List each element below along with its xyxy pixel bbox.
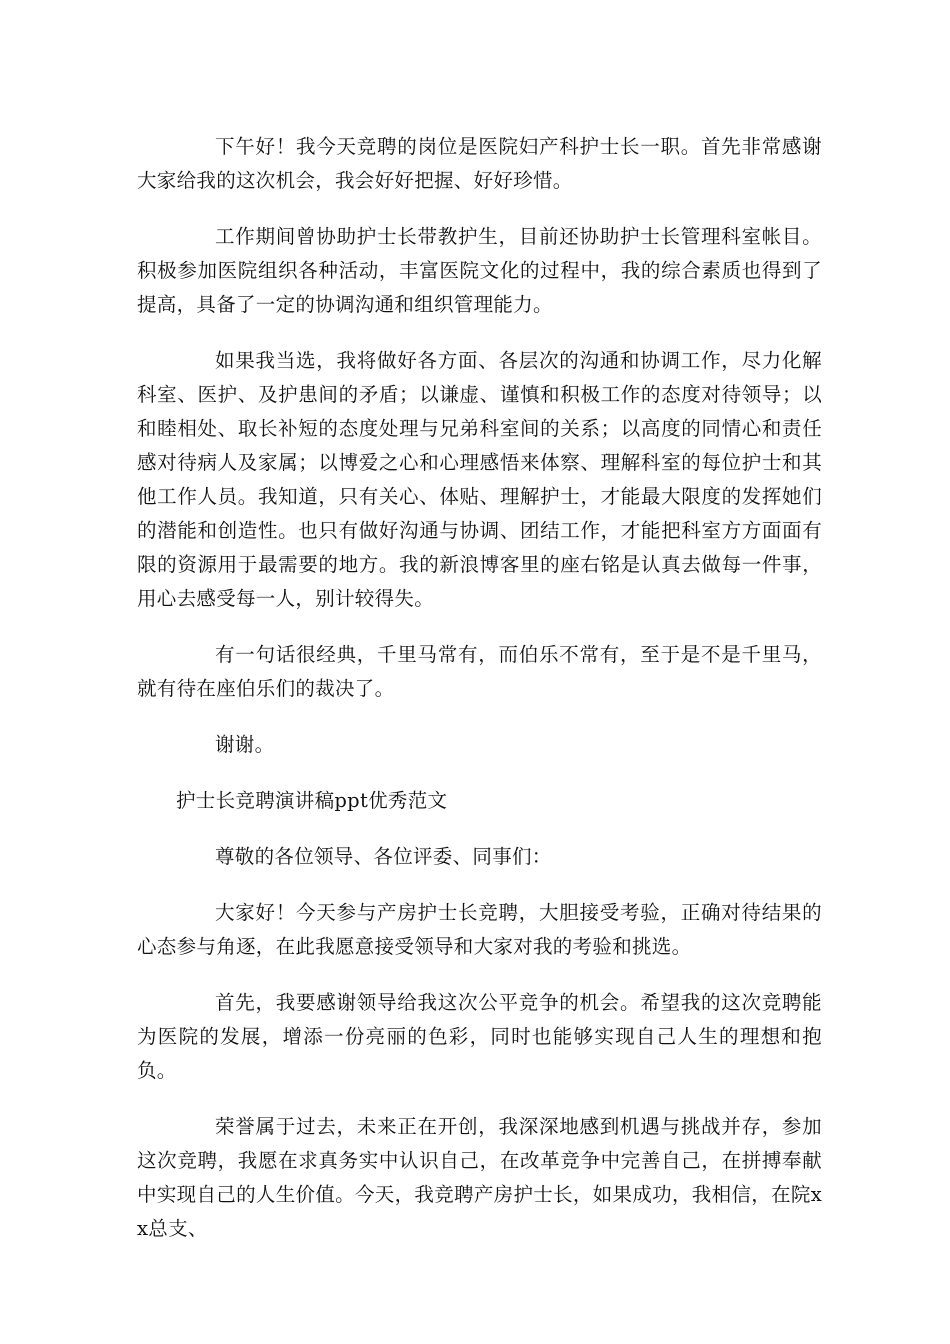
paragraph-thanks: 谢谢。 bbox=[215, 733, 275, 756]
paragraph-salutation: 尊敬的各位领导、各位评委、同事们： bbox=[215, 845, 552, 868]
section-heading: 护士长竞聘演讲稿ppt优秀范文 bbox=[176, 789, 448, 812]
document-body bbox=[137, 130, 822, 1268]
paragraph-work-experience: 工作期间曾协助护士长带教护生，目前还协助护士长管理科室帐目。积极参加医院组织各种活动，丰富医院文化的过程中，我的综合素质也得到了提高，具备了一定的协调沟通和组织管理能力。 bbox=[137, 225, 822, 316]
paragraph-plans: 如果我当选，我将做好各方面、各层次的沟通和协调工作，尽力化解科室、医护、及护患间的矛盾；以谦虚、谨慎和积极工作的态度对待领导；以和睦相处、取长补短的态度处理与兄弟科室间的关系；以高度的同情心和责任感对待病人及家属；以博爱之心和心理感悟来体察、理解科室的每位护士和其他工作人员。我知道，只有关心、体贴、理解护士，才能最大限度的发挥她们的潜能和创造性。也只有做好沟通与协调、团结工作，才能把科室方方面面有限的资源用于最需要的地方。我的新浪博客里的座右铭是认真去做每一件事，用心去感受每一人，别计较得失。 bbox=[137, 349, 822, 610]
paragraph-intro: 大家好！今天参与产房护士长竞聘，大胆接受考验，正确对待结果的心态参与角逐，在此我愿意接受领导和大家对我的考验和挑选。 bbox=[137, 901, 822, 958]
paragraph-gratitude: 首先，我要感谢领导给我这次公平竞争的机会。希望我的这次竞聘能为医院的发展，增添一份亮丽的色彩，同时也能够实现自己人生的理想和抱负。 bbox=[137, 991, 822, 1082]
paragraph-closing-quote: 有一句话很经典，千里马常有，而伯乐不常有，至于是不是千里马，就有待在座伯乐们的裁决了。 bbox=[137, 643, 822, 700]
paragraph-honor: 荣誉属于过去，未来正在开创，我深深地感到机遇与挑战并存，参加这次竞聘，我愿在求真务实中认识自己，在改革竞争中完善自己，在拼搏奉献中实现自己的人生价值。今天，我竞聘产房护士长，如果成功，我相信，在院xx总支、 bbox=[137, 1115, 822, 1240]
paragraph-greeting: 下午好！我今天竞聘的岗位是医院妇产科护士长一职。首先非常感谢大家给我的这次机会，我会好好把握、好好珍惜。 bbox=[137, 135, 822, 192]
